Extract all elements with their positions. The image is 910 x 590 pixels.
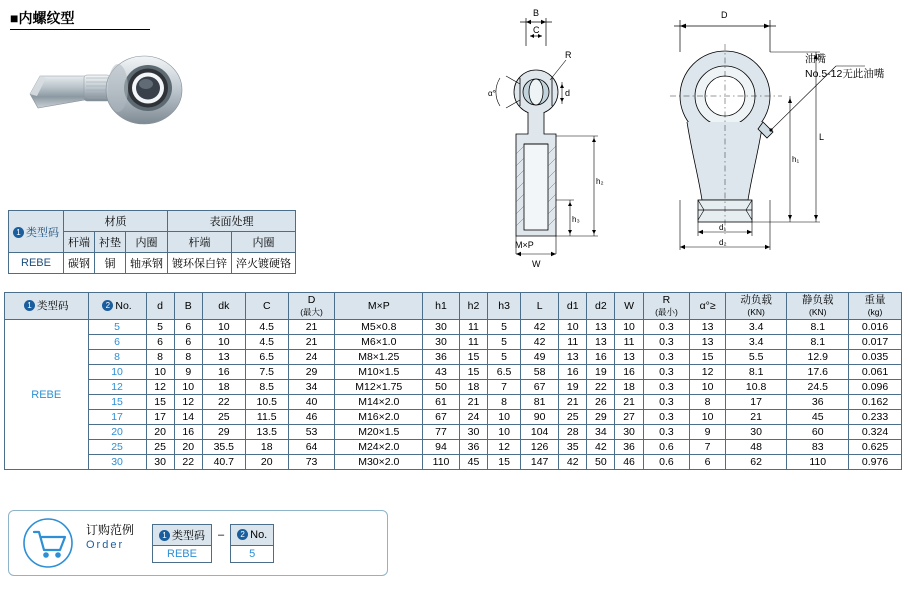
drawing-side-view bbox=[470, 4, 630, 254]
svg-text:d₂: d₂ bbox=[719, 238, 727, 247]
order-value-type: REBE bbox=[153, 546, 212, 563]
spec-cell-d2: 13 bbox=[587, 335, 615, 350]
spec-cell-MP: M6×1.0 bbox=[335, 335, 423, 350]
spec-cell-wt: 0.061 bbox=[849, 365, 902, 380]
spec-cell-h1: 77 bbox=[423, 425, 460, 440]
spec-cell-d2: 22 bbox=[587, 380, 615, 395]
order-header-no: 2 No. bbox=[231, 525, 274, 546]
spec-cell-wt: 0.016 bbox=[849, 320, 902, 335]
surface-sub-rod: 杆端 bbox=[168, 232, 232, 253]
svg-text:D: D bbox=[721, 10, 728, 20]
spec-header-d2: d2 bbox=[587, 293, 615, 320]
spec-cell-W: 18 bbox=[615, 380, 643, 395]
material-row-rod: 碳钢 bbox=[64, 253, 95, 274]
spec-header-dynamic-load: 动负载 (KN) bbox=[725, 293, 787, 320]
spec-cell-B: 22 bbox=[174, 455, 202, 470]
spec-header-static-load: 静负载 (KN) bbox=[787, 293, 849, 320]
spec-header-h3: h3 bbox=[488, 293, 521, 320]
spec-cell-d: 5 bbox=[146, 320, 174, 335]
spec-cell-no: 8 bbox=[88, 350, 146, 365]
spec-cell-alpha: 15 bbox=[690, 350, 726, 365]
spec-cell-sta: 24.5 bbox=[787, 380, 849, 395]
spec-cell-d2: 34 bbox=[587, 425, 615, 440]
spec-cell-h2: 21 bbox=[459, 395, 487, 410]
spec-header-MP: M×P bbox=[335, 293, 423, 320]
spec-cell-d2: 13 bbox=[587, 320, 615, 335]
spec-cell-L: 81 bbox=[521, 395, 559, 410]
spec-cell-h3: 10 bbox=[488, 410, 521, 425]
spec-cell-alpha: 13 bbox=[690, 320, 726, 335]
spec-cell-B: 6 bbox=[174, 335, 202, 350]
spec-cell-D: 34 bbox=[288, 380, 335, 395]
spec-cell-d2: 16 bbox=[587, 350, 615, 365]
svg-text:h₂: h₂ bbox=[596, 177, 604, 186]
spec-cell-MP: M12×1.75 bbox=[335, 380, 423, 395]
grease-nipple-note bbox=[805, 52, 884, 82]
spec-cell-h2: 11 bbox=[459, 320, 487, 335]
spec-cell-d: 8 bbox=[146, 350, 174, 365]
spec-cell-R: 0.6 bbox=[643, 440, 690, 455]
spec-cell-alpha: 10 bbox=[690, 410, 726, 425]
spec-cell-d: 6 bbox=[146, 335, 174, 350]
spec-cell-h3: 7 bbox=[488, 380, 521, 395]
spec-cell-d1: 42 bbox=[559, 455, 587, 470]
spec-cell-L: 42 bbox=[521, 320, 559, 335]
spec-cell-B: 12 bbox=[174, 395, 202, 410]
spec-cell-sta: 8.1 bbox=[787, 320, 849, 335]
spec-header-row bbox=[5, 293, 902, 320]
spec-cell-h2: 45 bbox=[459, 455, 487, 470]
spec-header-d1: d1 bbox=[559, 293, 587, 320]
spec-header-D: D (最大) bbox=[288, 293, 335, 320]
spec-cell-h1: 30 bbox=[423, 320, 460, 335]
spec-cell-no: 5 bbox=[88, 320, 146, 335]
spec-cell-h3: 15 bbox=[488, 455, 521, 470]
spec-cell-d2: 19 bbox=[587, 365, 615, 380]
spec-cell-dk: 22 bbox=[202, 395, 245, 410]
spec-cell-L: 104 bbox=[521, 425, 559, 440]
spec-cell-dyn: 48 bbox=[725, 440, 787, 455]
svg-text:h₃: h₃ bbox=[572, 215, 580, 224]
spec-cell-R: 0.3 bbox=[643, 425, 690, 440]
dimension-W bbox=[470, 248, 630, 270]
spec-cell-MP: M10×1.5 bbox=[335, 365, 423, 380]
spec-cell-h1: 67 bbox=[423, 410, 460, 425]
spec-cell-L: 49 bbox=[521, 350, 559, 365]
spec-cell-C: 7.5 bbox=[245, 365, 288, 380]
spec-cell-C: 4.5 bbox=[245, 335, 288, 350]
spec-cell-D: 21 bbox=[288, 335, 335, 350]
spec-cell-W: 16 bbox=[615, 365, 643, 380]
spec-cell-wt: 0.324 bbox=[849, 425, 902, 440]
spec-cell-no: 25 bbox=[88, 440, 146, 455]
spec-cell-h2: 15 bbox=[459, 365, 487, 380]
spec-cell-dk: 13 bbox=[202, 350, 245, 365]
spec-cell-dk: 25 bbox=[202, 410, 245, 425]
spec-cell-d1: 25 bbox=[559, 410, 587, 425]
spec-header-W: W bbox=[615, 293, 643, 320]
spec-header-C: C bbox=[245, 293, 288, 320]
spec-cell-d2: 29 bbox=[587, 410, 615, 425]
spec-cell-sta: 36 bbox=[787, 395, 849, 410]
spec-cell-D: 53 bbox=[288, 425, 335, 440]
svg-text:α°: α° bbox=[488, 89, 496, 98]
spec-cell-R: 0.3 bbox=[643, 380, 690, 395]
svg-text:h₁: h₁ bbox=[792, 155, 800, 164]
material-type-header: 1 类型码 bbox=[9, 211, 64, 253]
spec-cell-h1: 43 bbox=[423, 365, 460, 380]
spec-cell-R: 0.3 bbox=[643, 395, 690, 410]
spec-cell-MP: M5×0.8 bbox=[335, 320, 423, 335]
cart-icon bbox=[22, 518, 74, 568]
spec-cell-W: 30 bbox=[615, 425, 643, 440]
spec-cell-MP: M30×2.0 bbox=[335, 455, 423, 470]
spec-cell-D: 29 bbox=[288, 365, 335, 380]
spec-cell-B: 16 bbox=[174, 425, 202, 440]
material-table bbox=[8, 210, 296, 274]
spec-cell-dyn: 10.8 bbox=[725, 380, 787, 395]
table-row[interactable] bbox=[5, 350, 902, 365]
badge-1-icon: 1 bbox=[159, 530, 170, 541]
spec-cell-h2: 15 bbox=[459, 350, 487, 365]
spec-cell-L: 126 bbox=[521, 440, 559, 455]
spec-cell-wt: 0.017 bbox=[849, 335, 902, 350]
spec-cell-C: 11.5 bbox=[245, 410, 288, 425]
svg-text:C: C bbox=[533, 25, 540, 35]
spec-cell-sta: 45 bbox=[787, 410, 849, 425]
spec-cell-dyn: 17 bbox=[725, 395, 787, 410]
spec-cell-sta: 12.9 bbox=[787, 350, 849, 365]
material-row-type: REBE bbox=[9, 253, 64, 274]
spec-cell-h1: 94 bbox=[423, 440, 460, 455]
spec-cell-R: 0.3 bbox=[643, 365, 690, 380]
spec-cell-d1: 35 bbox=[559, 440, 587, 455]
spec-cell-d: 20 bbox=[146, 425, 174, 440]
svg-text:d: d bbox=[565, 88, 571, 98]
spec-cell-dk: 29 bbox=[202, 425, 245, 440]
spec-cell-C: 20 bbox=[245, 455, 288, 470]
badge-2-icon: 2 bbox=[102, 300, 113, 311]
spec-cell-W: 46 bbox=[615, 455, 643, 470]
material-row bbox=[9, 253, 296, 274]
spec-cell-L: 58 bbox=[521, 365, 559, 380]
table-row[interactable] bbox=[5, 365, 902, 380]
table-row[interactable] bbox=[5, 440, 902, 455]
material-row-surface-inner: 淬火镀硬铬 bbox=[232, 253, 296, 274]
spec-cell-h1: 50 bbox=[423, 380, 460, 395]
table-row[interactable] bbox=[5, 320, 902, 335]
spec-cell-alpha: 8 bbox=[690, 395, 726, 410]
spec-cell-dk: 10 bbox=[202, 335, 245, 350]
spec-cell-B: 20 bbox=[174, 440, 202, 455]
table-row[interactable] bbox=[5, 410, 902, 425]
spec-cell-W: 27 bbox=[615, 410, 643, 425]
spec-cell-dk: 35.5 bbox=[202, 440, 245, 455]
spec-cell-B: 10 bbox=[174, 380, 202, 395]
spec-cell-d2: 50 bbox=[587, 455, 615, 470]
spec-cell-B: 8 bbox=[174, 350, 202, 365]
material-row-surface-rod: 镀环保白锌 bbox=[168, 253, 232, 274]
spec-cell-h2: 18 bbox=[459, 380, 487, 395]
spec-cell-D: 40 bbox=[288, 395, 335, 410]
spec-cell-d: 12 bbox=[146, 380, 174, 395]
spec-cell-dk: 18 bbox=[202, 380, 245, 395]
spec-cell-dyn: 3.4 bbox=[725, 320, 787, 335]
spec-cell-L: 147 bbox=[521, 455, 559, 470]
surface-sub-inner: 内圈 bbox=[232, 232, 296, 253]
spec-cell-wt: 0.096 bbox=[849, 380, 902, 395]
spec-cell-C: 18 bbox=[245, 440, 288, 455]
material-sub-liner: 衬垫 bbox=[95, 232, 126, 253]
specification-table bbox=[4, 292, 902, 470]
table-row[interactable] bbox=[5, 380, 902, 395]
spec-cell-d1: 28 bbox=[559, 425, 587, 440]
spec-cell-d1: 21 bbox=[559, 395, 587, 410]
spec-cell-MP: M14×2.0 bbox=[335, 395, 423, 410]
table-row[interactable] bbox=[5, 425, 902, 440]
spec-cell-d1: 19 bbox=[559, 380, 587, 395]
spec-cell-no: 10 bbox=[88, 365, 146, 380]
spec-cell-d1: 16 bbox=[559, 365, 587, 380]
spec-cell-C: 6.5 bbox=[245, 350, 288, 365]
spec-cell-alpha: 9 bbox=[690, 425, 726, 440]
spec-cell-d: 10 bbox=[146, 365, 174, 380]
spec-cell-R: 0.3 bbox=[643, 320, 690, 335]
spec-cell-MP: M24×2.0 bbox=[335, 440, 423, 455]
spec-header-h1: h1 bbox=[423, 293, 460, 320]
spec-cell-h2: 36 bbox=[459, 440, 487, 455]
spec-cell-d: 17 bbox=[146, 410, 174, 425]
table-row[interactable] bbox=[5, 395, 902, 410]
spec-cell-d: 30 bbox=[146, 455, 174, 470]
spec-cell-dyn: 8.1 bbox=[725, 365, 787, 380]
spec-cell-no: 20 bbox=[88, 425, 146, 440]
product-photo bbox=[22, 42, 192, 132]
spec-cell-wt: 0.233 bbox=[849, 410, 902, 425]
spec-cell-h1: 110 bbox=[423, 455, 460, 470]
spec-cell-d: 15 bbox=[146, 395, 174, 410]
spec-cell-R: 0.3 bbox=[643, 350, 690, 365]
spec-cell-R: 0.6 bbox=[643, 455, 690, 470]
spec-cell-dk: 40.7 bbox=[202, 455, 245, 470]
spec-cell-alpha: 13 bbox=[690, 335, 726, 350]
spec-cell-d1: 11 bbox=[559, 335, 587, 350]
spec-cell-d2: 42 bbox=[587, 440, 615, 455]
spec-cell-dyn: 5.5 bbox=[725, 350, 787, 365]
spec-cell-h1: 30 bbox=[423, 335, 460, 350]
grease-nipple-label: 油嘴 bbox=[805, 53, 826, 65]
svg-text:d₁: d₁ bbox=[719, 223, 727, 232]
spec-cell-wt: 0.035 bbox=[849, 350, 902, 365]
spec-cell-MP: M8×1.25 bbox=[335, 350, 423, 365]
material-sub-rod: 杆端 bbox=[64, 232, 95, 253]
title-underline bbox=[10, 29, 150, 30]
spec-cell-h3: 8 bbox=[488, 395, 521, 410]
svg-text:M×P: M×P bbox=[515, 240, 534, 250]
svg-text:R: R bbox=[565, 50, 572, 60]
material-row-inner: 轴承钢 bbox=[126, 253, 168, 274]
spec-cell-h1: 61 bbox=[423, 395, 460, 410]
page-title: ■内螺纹型 bbox=[10, 10, 75, 26]
spec-cell-d1: 13 bbox=[559, 350, 587, 365]
spec-cell-h3: 6.5 bbox=[488, 365, 521, 380]
grease-nipple-exception: No.5-12无此油嘴 bbox=[805, 68, 885, 81]
spec-cell-no: 12 bbox=[88, 380, 146, 395]
order-dash-1: – bbox=[218, 529, 225, 541]
spec-cell-W: 10 bbox=[615, 320, 643, 335]
spec-cell-sta: 83 bbox=[787, 440, 849, 455]
spec-header-dk: dk bbox=[202, 293, 245, 320]
spec-cell-L: 42 bbox=[521, 335, 559, 350]
spec-cell-h3: 5 bbox=[488, 335, 521, 350]
table-row[interactable] bbox=[5, 335, 902, 350]
spec-cell-dyn: 30 bbox=[725, 425, 787, 440]
spec-header-d: d bbox=[146, 293, 174, 320]
spec-type-code: REBE bbox=[5, 320, 89, 470]
material-row-liner: 铜 bbox=[95, 253, 126, 274]
spec-cell-W: 11 bbox=[615, 335, 643, 350]
spec-cell-D: 64 bbox=[288, 440, 335, 455]
spec-cell-C: 8.5 bbox=[245, 380, 288, 395]
spec-header-L: L bbox=[521, 293, 559, 320]
spec-cell-C: 10.5 bbox=[245, 395, 288, 410]
spec-cell-wt: 0.625 bbox=[849, 440, 902, 455]
spec-cell-MP: M20×1.5 bbox=[335, 425, 423, 440]
spec-cell-MP: M16×2.0 bbox=[335, 410, 423, 425]
spec-cell-W: 36 bbox=[615, 440, 643, 455]
spec-header-weight: 重量 (kg) bbox=[849, 293, 902, 320]
spec-cell-no: 15 bbox=[88, 395, 146, 410]
drawing-front-view bbox=[640, 4, 900, 254]
spec-cell-sta: 110 bbox=[787, 455, 849, 470]
spec-cell-R: 0.3 bbox=[643, 335, 690, 350]
spec-cell-h3: 10 bbox=[488, 425, 521, 440]
spec-cell-alpha: 6 bbox=[690, 455, 726, 470]
spec-cell-C: 13.5 bbox=[245, 425, 288, 440]
spec-cell-D: 24 bbox=[288, 350, 335, 365]
spec-cell-alpha: 10 bbox=[690, 380, 726, 395]
badge-2-icon: 2 bbox=[237, 529, 248, 540]
spec-header-h2: h2 bbox=[459, 293, 487, 320]
spec-cell-alpha: 7 bbox=[690, 440, 726, 455]
spec-cell-no: 30 bbox=[88, 455, 146, 470]
spec-cell-dk: 10 bbox=[202, 320, 245, 335]
spec-header-R: R (最小) bbox=[643, 293, 690, 320]
order-example-table bbox=[152, 524, 274, 563]
spec-cell-D: 46 bbox=[288, 410, 335, 425]
svg-text:L: L bbox=[819, 132, 825, 142]
spec-cell-D: 73 bbox=[288, 455, 335, 470]
spec-header-no: 2 No. bbox=[88, 293, 146, 320]
spec-cell-no: 6 bbox=[88, 335, 146, 350]
spec-header-alpha: α°≥ bbox=[690, 293, 726, 320]
spec-header-type: 1 类型码 bbox=[5, 293, 89, 320]
spec-cell-R: 0.3 bbox=[643, 410, 690, 425]
spec-cell-h2: 11 bbox=[459, 335, 487, 350]
table-row[interactable] bbox=[5, 455, 902, 470]
spec-cell-B: 14 bbox=[174, 410, 202, 425]
spec-cell-alpha: 12 bbox=[690, 365, 726, 380]
spec-cell-h3: 5 bbox=[488, 350, 521, 365]
spec-cell-W: 13 bbox=[615, 350, 643, 365]
spec-cell-sta: 17.6 bbox=[787, 365, 849, 380]
spec-cell-B: 9 bbox=[174, 365, 202, 380]
spec-cell-dyn: 3.4 bbox=[725, 335, 787, 350]
spec-cell-h2: 30 bbox=[459, 425, 487, 440]
spec-cell-wt: 0.162 bbox=[849, 395, 902, 410]
order-example-label bbox=[86, 522, 134, 553]
svg-text:B: B bbox=[533, 8, 540, 18]
spec-cell-d1: 10 bbox=[559, 320, 587, 335]
spec-cell-sta: 8.1 bbox=[787, 335, 849, 350]
material-sub-inner: 内圈 bbox=[126, 232, 168, 253]
spec-cell-dyn: 21 bbox=[725, 410, 787, 425]
badge-1-icon: 1 bbox=[24, 300, 35, 311]
order-title: 订购范例 bbox=[86, 523, 135, 537]
spec-cell-d2: 26 bbox=[587, 395, 615, 410]
spec-header-B: B bbox=[174, 293, 202, 320]
spec-cell-h1: 36 bbox=[423, 350, 460, 365]
spec-cell-L: 67 bbox=[521, 380, 559, 395]
badge-1-icon: 1 bbox=[13, 227, 24, 238]
spec-cell-W: 21 bbox=[615, 395, 643, 410]
surface-group-header: 表面处理 bbox=[168, 211, 296, 232]
spec-cell-h3: 12 bbox=[488, 440, 521, 455]
spec-cell-L: 90 bbox=[521, 410, 559, 425]
spec-cell-B: 6 bbox=[174, 320, 202, 335]
spec-cell-dyn: 62 bbox=[725, 455, 787, 470]
spec-cell-wt: 0.976 bbox=[849, 455, 902, 470]
spec-cell-no: 17 bbox=[88, 410, 146, 425]
order-header-type: 1 类型码 bbox=[153, 525, 212, 546]
spec-cell-h2: 24 bbox=[459, 410, 487, 425]
spec-cell-d: 25 bbox=[146, 440, 174, 455]
order-value-no: 5 bbox=[231, 546, 274, 563]
spec-cell-D: 21 bbox=[288, 320, 335, 335]
order-subtitle: Order bbox=[86, 539, 125, 552]
spec-cell-dk: 16 bbox=[202, 365, 245, 380]
svg-text:W: W bbox=[532, 259, 541, 269]
spec-cell-sta: 60 bbox=[787, 425, 849, 440]
spec-cell-h3: 5 bbox=[488, 320, 521, 335]
material-group-header: 材质 bbox=[64, 211, 168, 232]
spec-cell-C: 4.5 bbox=[245, 320, 288, 335]
